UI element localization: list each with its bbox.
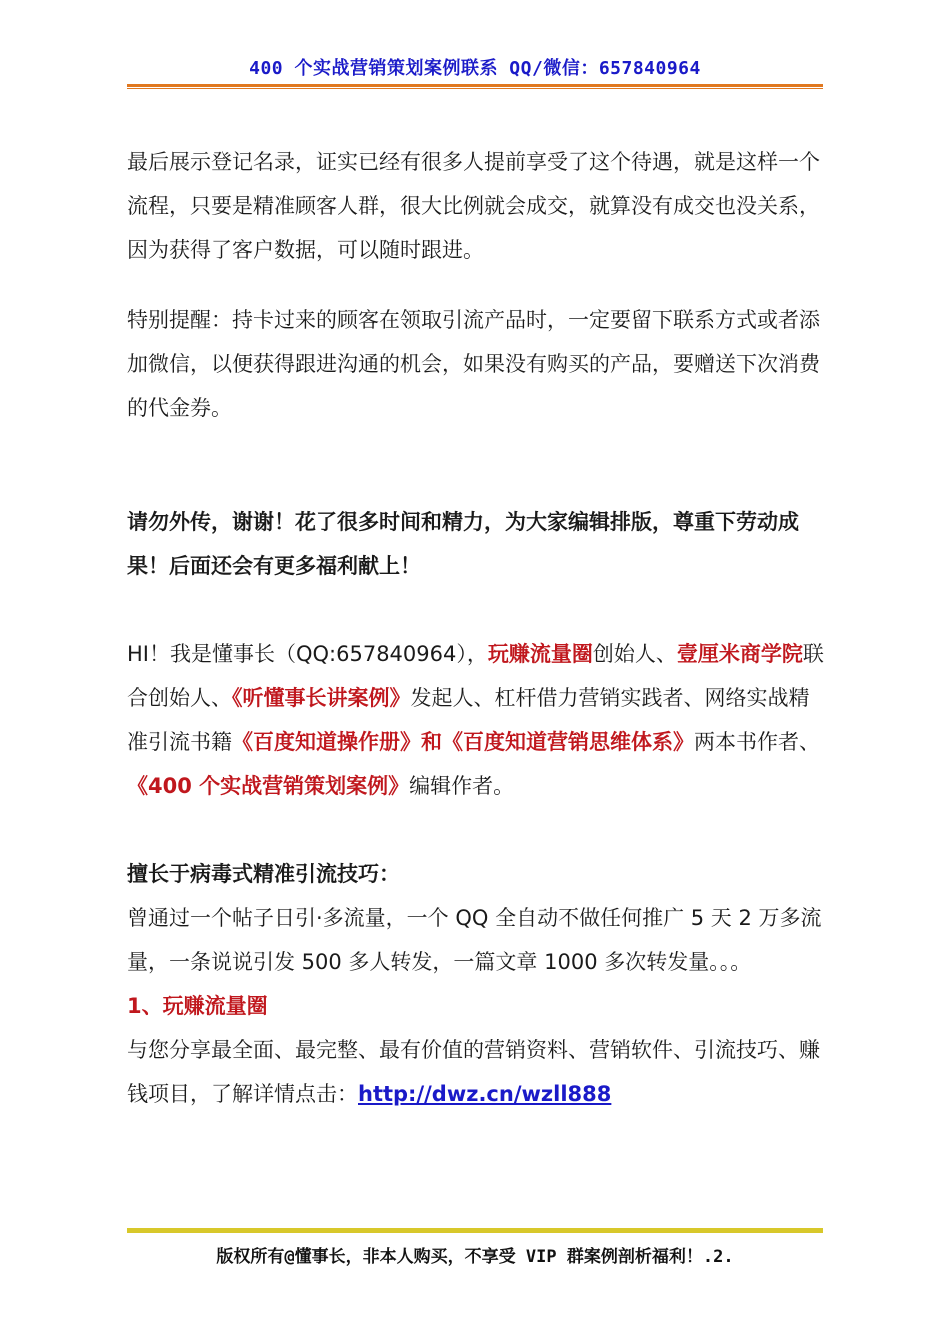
footer-divider [127,1228,823,1233]
page-footer [127,1242,823,1267]
intro-highlight-4: 《百度知道操作册》和《百度知道营销思维体系》 [232,730,694,754]
header-divider [127,84,823,87]
intro-text-3: 联合创始人、 [127,642,824,710]
section-1-link[interactable]: http://dwz.cn/wzll888 [358,1082,612,1106]
section-1-text [127,1028,827,1116]
page-number: .2. [702,1247,734,1267]
intro-highlight-2: 壹厘米商学院 [676,642,803,666]
paragraph-reminder: 特别提醒：持卡过来的顾客在领取引流产品时，一定要留下联系方式或者添加微信，以便获得跟进沟通的机会，如果没有购买的产品，要赠送下次消费的代金券。 [127,308,820,420]
intro-text-5: 两本书作者、 [694,730,820,754]
intro-highlight-5: 《400 个实战营销策划案例》 [127,774,410,798]
document-body [127,140,827,1116]
notice-paragraph: 请勿外传，谢谢！花了很多时间和精力，为大家编辑排版，尊重下劳动成果！后面还会有更多福利献上！ [127,510,799,578]
intro-highlight-1: 玩赚流量圈 [487,642,593,666]
intro-text-1: HI！我是懂事长（QQ:657840964）， [127,642,488,666]
paragraph-registration: 最后展示登记名录，证实已经有很多人提前享受了这个待遇，就是这样一个流程，只要是精准顾客人群，很大比例就会成交，就算没有成交也没关系，因为获得了客户数据，可以随时跟进。 [127,150,820,262]
section-1-heading: 1、玩赚流量圈 [127,994,268,1018]
footer-copyright: 版权所有@懂事长，非本人购买，不享受 VIP 群案例剖析福利！ [216,1247,703,1267]
intro-highlight-3: 《听懂事长讲案例》 [232,686,411,710]
section-1-description: 与您分享最全面、最完整、最有价值的营销资料、营销软件、引流技巧、赚钱项目，了解详情点击： [127,1038,820,1106]
skills-heading: 擅长于病毒式精准引流技巧： [127,862,400,886]
author-intro [127,632,827,808]
skills-text: 曾通过一个帖子日引·多流量，一个 QQ 全自动不做任何推广 5 天 2 万多流量，一条说说引发 500 多人转发，一篇文章 1000 多次转发量。。。 [127,906,822,974]
intro-text-4: 发起人、杠杆借力营销实践者、网络实战精准引流书籍 [127,686,810,754]
intro-text-2: 创始人、 [592,642,677,666]
intro-text-6: 编辑作者。 [409,774,515,798]
page-header: 400 个实战营销策划案例联系 QQ/微信：657840964 [249,58,701,79]
